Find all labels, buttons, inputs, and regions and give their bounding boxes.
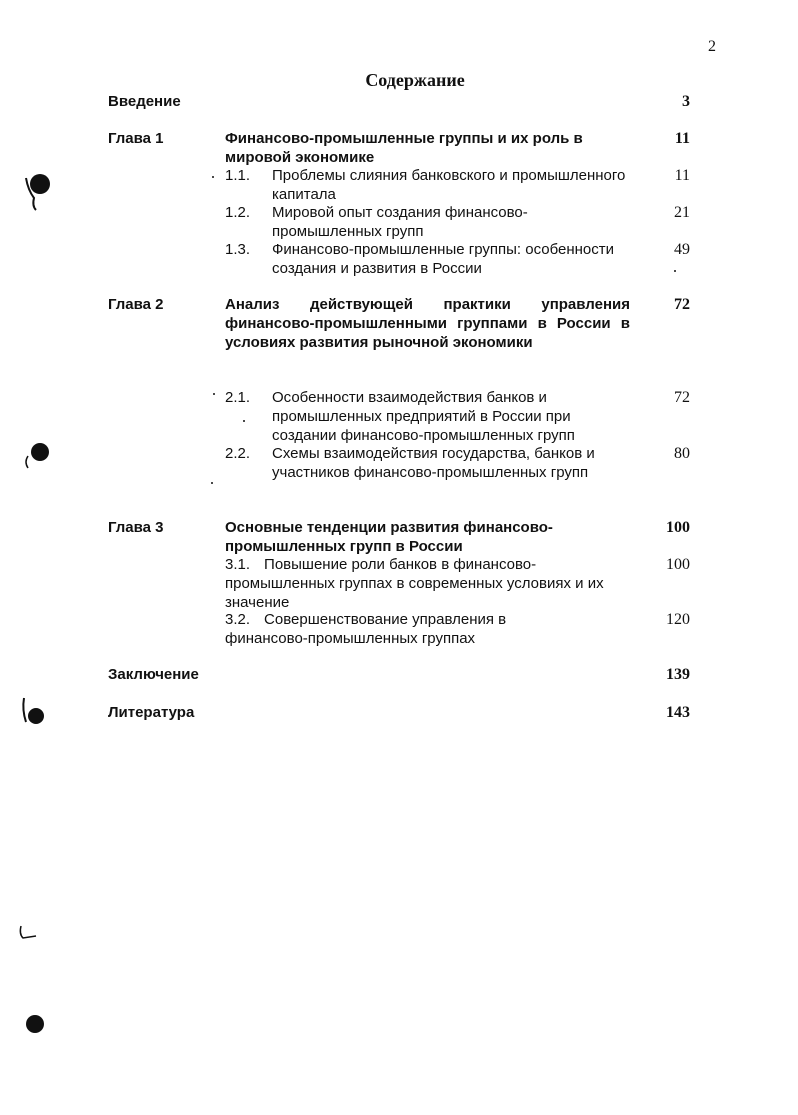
chapter-3-title: Основные тенденции развития финансово-промышленных групп в России: [225, 519, 553, 555]
section-3-1-title: Повышение роли банков в финансово-промышленных группах в современных условиях и их значение: [225, 556, 604, 611]
scan-speck: [212, 176, 214, 178]
section-2-2-number: 2.2.: [225, 445, 251, 462]
section-1-2-page: 21: [674, 204, 690, 221]
section-1-1-page: 11: [674, 167, 690, 184]
chapter-2-label: Глава 2: [108, 296, 164, 313]
page-number: 2: [708, 38, 716, 55]
section-3-2: [225, 610, 555, 648]
literature-label: Литература: [108, 704, 195, 721]
section-3-2-title: Совершенствование управления в финансово-промышленных группах: [225, 611, 507, 647]
chapter-1-title: Финансово-промышленные группы и их роль в мировой экономике: [225, 130, 583, 166]
chapter-1-label: Глава 1: [108, 130, 164, 147]
intro-page: 3: [682, 93, 690, 110]
ink-blot-decoration: [18, 168, 58, 214]
scan-speck: [213, 393, 215, 395]
section-2-2-page: 80: [674, 445, 690, 462]
scan-speck: [211, 482, 213, 484]
chapter-2-page: 72: [674, 296, 690, 313]
scan-speck: [674, 270, 676, 272]
section-3-2-page: 120: [666, 611, 690, 628]
page-title: Содержание: [365, 70, 465, 90]
section-2-1-page: 72: [674, 389, 690, 406]
section-1-1-number: 1.1.: [225, 167, 251, 184]
section-3-2-number: 3.2.: [225, 611, 251, 628]
section-1-2-number: 1.2.: [225, 204, 251, 221]
ink-blot-decoration: [18, 440, 54, 474]
conclusion-label: Заключение: [108, 666, 199, 683]
section-2-1-title: Особенности взаимодействия банков и промышленных предприятий в России при создании финансово-промышленных групп: [272, 389, 575, 444]
conclusion-page: 139: [666, 666, 690, 683]
section-2-1-number: 2.1.: [225, 389, 251, 406]
chapter-3-page: 100: [666, 519, 690, 536]
section-1-1-title: Проблемы слияния банковского и промышленного капитала: [272, 167, 626, 203]
section-1-2-title: Мировой опыт создания финансово-промышленных групп: [272, 204, 528, 240]
intro-label: Введение: [108, 93, 181, 110]
section-1-3-number: 1.3.: [225, 241, 251, 258]
hole-punch-decoration: [26, 1015, 44, 1033]
section-3-1-page: 100: [666, 556, 690, 573]
section-1-3-title: Финансово-промышленные группы: особенности создания и развития в России: [272, 241, 615, 277]
ink-blot-decoration: [18, 694, 48, 728]
literature-page: 143: [666, 704, 690, 721]
chapter-1-page: 11: [674, 130, 690, 147]
ink-blot-decoration: [18, 924, 42, 944]
section-1-3-page: 49: [674, 241, 690, 258]
scan-speck: [243, 420, 245, 422]
chapter-3-label: Глава 3: [108, 519, 164, 536]
chapter-2-title: Анализ действующей практики управления финансово-промышленными группами в России в условиях развития рыночной экономики: [225, 296, 630, 351]
section-3-1-number: 3.1.: [225, 556, 251, 573]
section-2-2-title: Схемы взаимодействия государства, банков и участников финансово-промышленных групп: [272, 445, 595, 481]
section-3-1: [225, 555, 625, 612]
